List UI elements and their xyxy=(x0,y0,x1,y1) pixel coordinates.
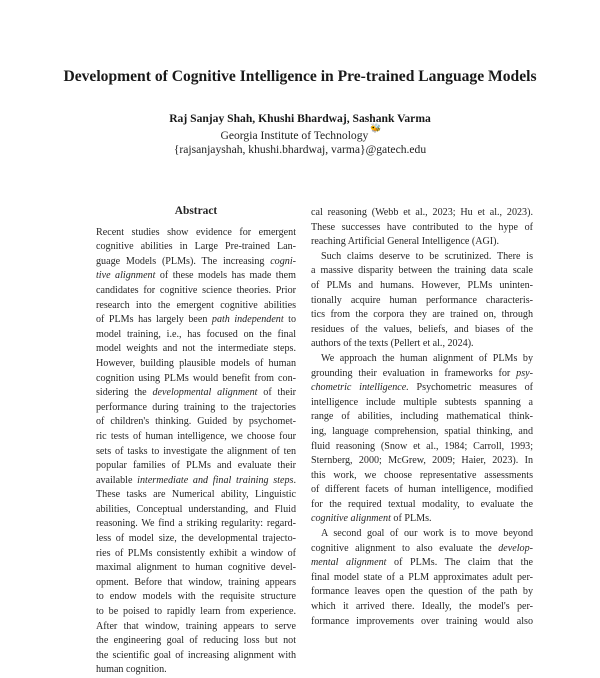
abstract-heading: Abstract xyxy=(174,205,218,217)
text-line: reasoning. We find a striking regularity: regard- xyxy=(96,518,296,530)
text-line: cognition using PLMs would benefit from con- xyxy=(96,372,296,384)
author-emails: {rajsanjayshah, khushi.bhardwaj, varma}@gatech.edu xyxy=(173,143,427,156)
text-line: reaching Artificial General Intelligence (AGI). xyxy=(311,236,500,248)
text-line: A second goal of our work is to move beyond xyxy=(321,528,533,540)
text-line: After that window, training appears to serve xyxy=(96,620,296,632)
text-line: formance improvements over training would also xyxy=(311,615,533,627)
text-line: ric tests of human intelligence, we choose four xyxy=(96,430,296,442)
text-line: tive alignment of these models has made them xyxy=(96,270,296,282)
text-line: sidering the developmental alignment of their xyxy=(96,387,296,399)
text-line: cognitive alignment to also evaluate the develop- xyxy=(311,542,533,554)
text-line: residues of the values, beliefs, and biases of the xyxy=(311,323,533,335)
italic-term: cogni- xyxy=(270,255,296,267)
italic-term: mental alignment xyxy=(311,557,387,569)
text-line: chometric intelligence. Psychometric measures of xyxy=(311,382,533,394)
text-line: grounding their evaluation in frameworks for psy- xyxy=(311,367,533,379)
bee-icon: 🐝 xyxy=(370,123,382,133)
text-line: candidates for cognitive science theories. Prior xyxy=(96,284,296,296)
text-line: mental alignment of PLMs. The claim that the xyxy=(311,557,533,569)
text-line: model training, i.e., has focused on the final xyxy=(96,328,296,340)
text-line: the scientific goal of increasing alignment with xyxy=(96,649,296,661)
italic-term: intermediate and final training steps xyxy=(137,474,294,486)
body-column xyxy=(311,206,533,629)
text-line: formance leaves open the question of the path by xyxy=(311,586,533,598)
italic-term: chometric intelligence. xyxy=(311,382,409,394)
text-line: Sternberg, 2000; McGrew, 2009; Haier, 2023). In xyxy=(311,455,533,467)
text-line: cognitive alignment of PLMs. xyxy=(311,513,432,525)
affiliation: Georgia Institute of Technology xyxy=(220,129,369,142)
text-line: to be poised to rapidly learn from experience. xyxy=(96,606,296,618)
italic-term: psy- xyxy=(516,367,533,379)
text-line: tics from the corpora they are trained on, through xyxy=(311,309,533,321)
text-line: authors of the texts (Pellert et al., 2024). xyxy=(311,338,474,350)
text-line: guage Models (PLMs). The increasing cogni- xyxy=(96,255,296,267)
text-line: ries of PLMs consistently exhibit a window of xyxy=(96,547,296,559)
text-line: sets of tasks to investigate the alignment of ten xyxy=(96,445,296,457)
italic-term: cognitive alignment xyxy=(311,513,391,525)
text-line: Such claims deserve to be scrutinized. There is xyxy=(321,250,533,262)
text-line: of different facets of human intelligence, modified xyxy=(311,484,533,496)
text-line: opment. Before that window, training appears xyxy=(96,576,296,588)
text-line: abilities, Conceptual understanding, and Fluid xyxy=(96,503,296,515)
text-line: to endow models with the requisite structure xyxy=(96,591,296,603)
text-line: However, building plausible models of human xyxy=(96,357,296,369)
italic-term: developmental alignment xyxy=(152,387,258,399)
text-line: a massive disparity between the training data scale xyxy=(311,265,533,277)
paper-authors: Raj Sanjay Shah, Khushi Bhardwaj, Sashank Varma xyxy=(169,112,431,125)
text-line: final model state of a PLM approximates adult per- xyxy=(311,571,533,583)
text-line: less of model size, the developmental trajecto- xyxy=(96,533,296,545)
text-line: the engineering goal of reducing loss but not xyxy=(96,635,296,647)
text-line: We approach the human alignment of PLMs by xyxy=(321,352,533,364)
text-line: this work, we choose representative assessments xyxy=(311,469,533,481)
text-line: of PLMs has largely been path independent to xyxy=(96,314,296,326)
affiliation-block xyxy=(0,123,600,157)
text-line: Recent studies show evidence for emergent xyxy=(96,226,296,238)
text-line: ing, language comprehension, spatial thinking, and xyxy=(311,425,533,437)
text-line: intelligence include multiple subtests spanning a xyxy=(311,396,533,408)
text-line: range of abilities, including mathematical think- xyxy=(311,411,533,423)
text-line: human cognition. xyxy=(96,664,167,676)
text-line: cognitive abilities in Large Pre-trained Lan- xyxy=(96,241,296,253)
text-line: available intermediate and final training steps. xyxy=(96,474,297,486)
italic-term: path independent xyxy=(211,314,284,326)
text-line: of PLMs and humans. However, PLMs uninten- xyxy=(311,279,533,291)
text-line: fluid reasoning (Snow et al., 1984; Carroll, 1993; xyxy=(311,440,533,452)
text-line: cal reasoning (Webb et al., 2023; Hu et al., 2023). xyxy=(311,207,533,218)
text-line: for the required textual modality, to evaluate the xyxy=(311,498,533,510)
italic-term: tive alignment xyxy=(96,270,156,282)
text-line: model weights and not the intermediate steps. xyxy=(96,343,296,355)
text-line: of children's thinking. Guided by psychomet- xyxy=(96,416,296,428)
text-line: These tasks are Numerical ability, Linguistic xyxy=(96,489,296,501)
text-line: tionally acquire human performance characteris- xyxy=(311,294,533,306)
text-line: which it arrived there. Ideally, the model's per- xyxy=(311,601,533,613)
text-line: performance during training to the trajectories xyxy=(96,401,296,413)
text-line: These successes have contributed to the hype of xyxy=(311,221,533,233)
paper-title: Development of Cognitive Intelligence in Pre-trained Language Models xyxy=(63,68,537,85)
abstract-column xyxy=(96,204,296,678)
italic-term: develop- xyxy=(498,542,533,554)
text-line: popular families of PLMs and evaluate their xyxy=(96,460,296,472)
text-line: research into the emergent cognitive abilities xyxy=(96,299,296,311)
text-line: maximal alignment to human cognitive devel- xyxy=(96,562,296,574)
